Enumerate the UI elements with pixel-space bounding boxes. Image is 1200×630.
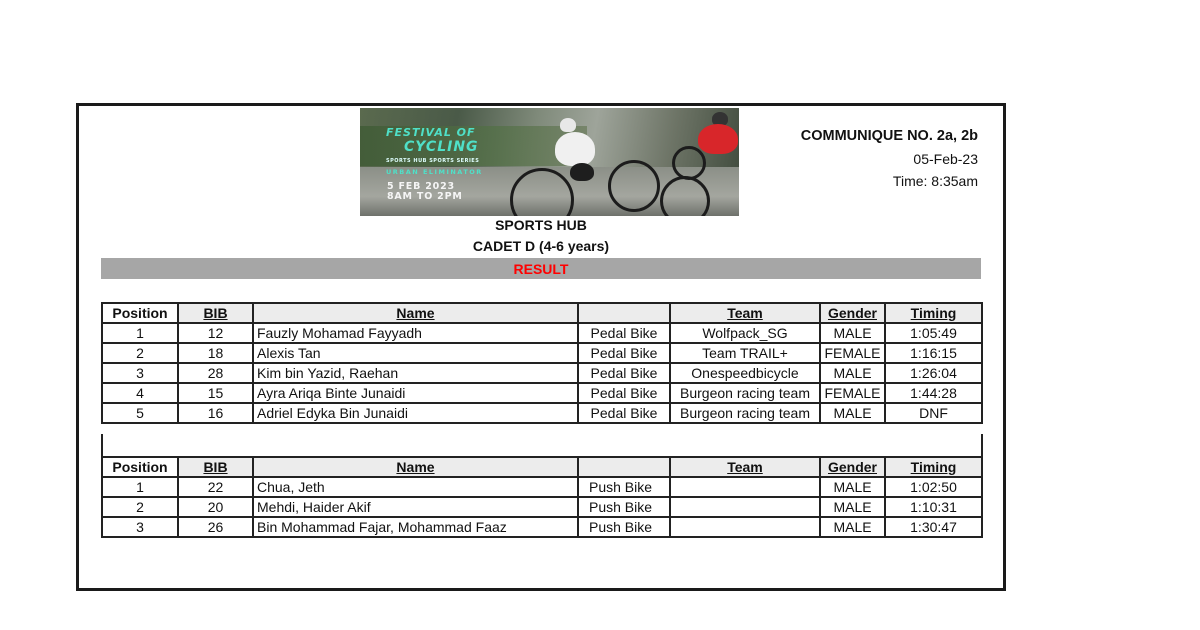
cell-position: 5 [102, 403, 178, 423]
col-gender: Gender [820, 303, 885, 323]
cell-timing: 1:10:31 [885, 497, 982, 517]
col-position: Position [102, 457, 178, 477]
cell-bike-type: Pedal Bike [578, 343, 670, 363]
communique-number: COMMUNIQUE NO. 2a, 2b [800, 128, 978, 144]
col-name: Name [253, 457, 578, 477]
venue-title: SPORTS HUB [495, 217, 587, 233]
table-header-row [102, 457, 982, 477]
event-banner-image [360, 108, 739, 216]
rider-helmet-icon [560, 118, 576, 132]
banner-date [387, 182, 463, 202]
cell-bib: 20 [178, 497, 253, 517]
banner-hours-text: 8AM TO 2PM [387, 191, 463, 202]
cell-team: Burgeon racing team [670, 403, 820, 423]
col-position: Position [102, 303, 178, 323]
cell-position: 2 [102, 497, 178, 517]
table-row [102, 477, 982, 497]
cell-team [670, 477, 820, 497]
rider-jersey [698, 124, 738, 154]
cell-bike-type: Push Bike [578, 517, 670, 537]
communique-date: 05-Feb-23 [913, 151, 978, 167]
cell-bib: 12 [178, 323, 253, 343]
cell-timing: 1:30:47 [885, 517, 982, 537]
table-row [102, 383, 982, 403]
cell-team [670, 517, 820, 537]
cell-position: 1 [102, 477, 178, 497]
banner-event: URBAN ELIMINATOR [386, 168, 483, 176]
cell-gender: MALE [820, 477, 885, 497]
cell-position: 3 [102, 363, 178, 383]
col-bib: BIB [178, 457, 253, 477]
col-bib: BIB [178, 303, 253, 323]
cell-bike-type: Push Bike [578, 477, 670, 497]
communique-time: Time: 8:35am [892, 173, 978, 189]
rider-shorts [570, 163, 594, 181]
cell-name: Kim bin Yazid, Raehan [253, 363, 578, 383]
table-row [102, 363, 982, 383]
cell-bib: 28 [178, 363, 253, 383]
cell-bib: 22 [178, 477, 253, 497]
banner-series: SPORTS HUB SPORTS SERIES [386, 158, 480, 164]
cell-gender: FEMALE [820, 383, 885, 403]
result-banner: RESULT [101, 258, 981, 279]
cell-timing: 1:16:15 [885, 343, 982, 363]
cell-gender: MALE [820, 497, 885, 517]
results-table-push-bike [101, 456, 983, 538]
cell-gender: MALE [820, 363, 885, 383]
bike-wheel-icon [672, 146, 706, 180]
col-timing: Timing [885, 457, 982, 477]
cell-position: 3 [102, 517, 178, 537]
cell-position: 2 [102, 343, 178, 363]
table-row [102, 517, 982, 537]
cell-name: Ayra Ariqa Binte Junaidi [253, 383, 578, 403]
col-name: Name [253, 303, 578, 323]
cell-name: Fauzly Mohamad Fayyadh [253, 323, 578, 343]
col-bike-type [578, 303, 670, 323]
cell-position: 1 [102, 323, 178, 343]
cell-name: Bin Mohammad Fajar, Mohammad Faaz [253, 517, 578, 537]
cell-timing: 1:02:50 [885, 477, 982, 497]
table-row [102, 497, 982, 517]
cell-bib: 15 [178, 383, 253, 403]
col-team: Team [670, 303, 820, 323]
table-row [102, 343, 982, 363]
cell-timing: DNF [885, 403, 982, 423]
col-bike-type [578, 457, 670, 477]
category-title: CADET D (4-6 years) [472, 238, 610, 254]
bike-wheel-icon [608, 160, 660, 212]
banner-title-line1: FESTIVAL OF [386, 126, 476, 139]
cell-team: Burgeon racing team [670, 383, 820, 403]
cell-team: Onespeedbicycle [670, 363, 820, 383]
cell-team: Team TRAIL+ [670, 343, 820, 363]
results-table-pedal-bike [101, 302, 983, 424]
cell-team: Wolfpack_SG [670, 323, 820, 343]
cell-position: 4 [102, 383, 178, 403]
banner-title-line2: CYCLING [404, 139, 479, 155]
cell-name: Chua, Jeth [253, 477, 578, 497]
cell-bike-type: Pedal Bike [578, 403, 670, 423]
cell-bib: 18 [178, 343, 253, 363]
table-row [102, 403, 982, 423]
cell-timing: 1:26:04 [885, 363, 982, 383]
rider-jersey [555, 132, 595, 166]
cell-bike-type: Pedal Bike [578, 383, 670, 403]
cell-name: Alexis Tan [253, 343, 578, 363]
table-spacer-row [101, 434, 983, 456]
col-gender: Gender [820, 457, 885, 477]
cell-bike-type: Pedal Bike [578, 323, 670, 343]
col-team: Team [670, 457, 820, 477]
cell-bike-type: Push Bike [578, 497, 670, 517]
cell-timing: 1:44:28 [885, 383, 982, 403]
cell-gender: MALE [820, 323, 885, 343]
table-header-row [102, 303, 982, 323]
cell-gender: MALE [820, 517, 885, 537]
cell-gender: FEMALE [820, 343, 885, 363]
cell-name: Adriel Edyka Bin Junaidi [253, 403, 578, 423]
cell-team [670, 497, 820, 517]
cell-bib: 16 [178, 403, 253, 423]
cell-timing: 1:05:49 [885, 323, 982, 343]
cell-name: Mehdi, Haider Akif [253, 497, 578, 517]
cell-bike-type: Pedal Bike [578, 363, 670, 383]
table-row [102, 323, 982, 343]
banner-date-text: 5 FEB 2023 [387, 181, 455, 192]
cell-bib: 26 [178, 517, 253, 537]
col-timing: Timing [885, 303, 982, 323]
cell-gender: MALE [820, 403, 885, 423]
